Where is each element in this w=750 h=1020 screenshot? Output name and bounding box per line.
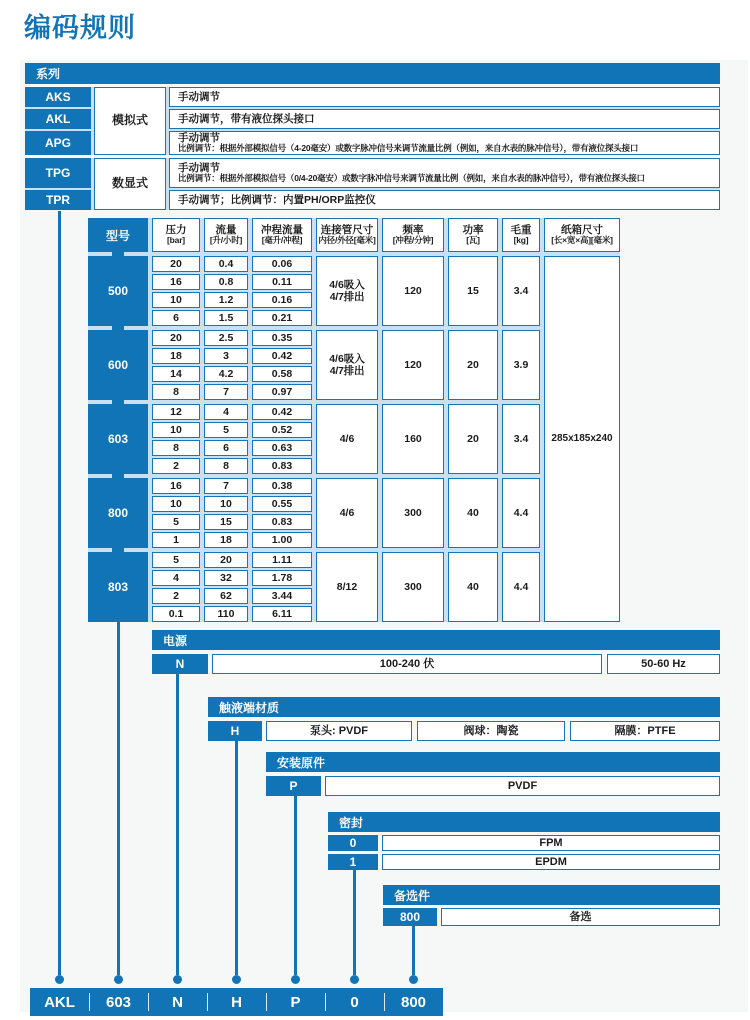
flow-cell: 7 <box>204 478 248 494</box>
stroke-cell: 0.52 <box>252 422 312 438</box>
section-value-cell: 隔膜：PTFE <box>570 721 720 741</box>
series-code-AKL: AKL <box>25 109 91 129</box>
power-cell: 40 <box>448 478 498 548</box>
power-cell: 15 <box>448 256 498 326</box>
section-bar-4: 备选件 <box>383 885 720 905</box>
stroke-cell: 0.63 <box>252 440 312 456</box>
stroke-cell: 1.11 <box>252 552 312 568</box>
flow-cell: 62 <box>204 588 248 604</box>
spec-header-pressure: 压力 [bar] <box>152 218 200 252</box>
stroke-cell: 0.38 <box>252 478 312 494</box>
section-value-cell: 阀球：陶瓷 <box>417 721 565 741</box>
flow-cell: 20 <box>204 552 248 568</box>
section-value-cell: PVDF <box>325 776 720 796</box>
pressure-cell: 10 <box>152 422 200 438</box>
connector-line-H <box>235 741 238 975</box>
series-desc-APG: 手动调节 比例调节：根据外部模拟信号（4-20毫安）或数字脉冲信号来调节流量比例（例如，来自水表的脉冲信号），带有液位探头接口 <box>169 131 720 155</box>
flow-cell: 110 <box>204 606 248 622</box>
connection-cell: 8/12 <box>316 552 378 622</box>
pressure-cell: 20 <box>152 330 200 346</box>
flow-cell: 1.5 <box>204 310 248 326</box>
series-type-cell: 数显式 <box>94 158 166 210</box>
flow-cell: 7 <box>204 384 248 400</box>
series-type-cell: 模拟式 <box>94 87 166 155</box>
pressure-cell: 1 <box>152 532 200 548</box>
frequency-cell: 300 <box>382 552 444 622</box>
model-cell-603: 603 <box>88 404 148 474</box>
pressure-cell: 16 <box>152 274 200 290</box>
connector-line-P <box>294 796 297 975</box>
connector-dot-0 <box>350 975 359 984</box>
series-code-AKS: AKS <box>25 87 91 107</box>
spec-header-carton: 纸箱尺寸 [长×宽×高][毫米] <box>544 218 620 252</box>
connector-dot-800 <box>409 975 418 984</box>
pressure-cell: 2 <box>152 458 200 474</box>
connector-dot-AKL <box>55 975 64 984</box>
stroke-cell: 1.78 <box>252 570 312 586</box>
stroke-cell: 0.55 <box>252 496 312 512</box>
stroke-cell: 6.11 <box>252 606 312 622</box>
flow-cell: 4.2 <box>204 366 248 382</box>
series-desc-TPR: 手动调节；比例调节：内置PH/ORP监控仪 <box>169 190 720 210</box>
model-cell-500: 500 <box>88 256 148 326</box>
spec-header-weight: 毛重 [kg] <box>502 218 540 252</box>
stroke-cell: 3.44 <box>252 588 312 604</box>
connector-line-0 <box>353 870 356 975</box>
pressure-cell: 5 <box>152 514 200 530</box>
pressure-cell: 8 <box>152 384 200 400</box>
stroke-cell: 0.97 <box>252 384 312 400</box>
model-cell-600: 600 <box>88 330 148 400</box>
frequency-cell: 120 <box>382 256 444 326</box>
pressure-cell: 5 <box>152 552 200 568</box>
weight-cell: 4.4 <box>502 552 540 622</box>
spec-header-flow: 流量 [升/小时] <box>204 218 248 252</box>
pressure-cell: 12 <box>152 404 200 420</box>
connector-line-800 <box>412 926 415 975</box>
stroke-cell: 0.83 <box>252 514 312 530</box>
stroke-cell: 0.21 <box>252 310 312 326</box>
series-desc-AKL: 手动调节，带有液位探头接口 <box>169 109 720 129</box>
flow-cell: 4 <box>204 404 248 420</box>
flow-cell: 1.2 <box>204 292 248 308</box>
stroke-cell: 0.58 <box>252 366 312 382</box>
section-code-安装原件-P: P <box>266 776 321 796</box>
connector-line-AKL <box>58 211 61 975</box>
spec-header-model: 型号 <box>88 218 148 252</box>
stroke-cell: 0.42 <box>252 348 312 364</box>
frequency-cell: 120 <box>382 330 444 400</box>
section-bar-1: 触液端材质 <box>208 697 720 717</box>
stroke-cell: 0.16 <box>252 292 312 308</box>
section-value-cell: EPDM <box>382 854 720 870</box>
stroke-cell: 0.83 <box>252 458 312 474</box>
pressure-cell: 0.1 <box>152 606 200 622</box>
series-desc-TPG: 手动调节 比例调节：根据外部模拟信号（0/4-20毫安）或数字脉冲信号来调节流量比例（例如，来自水表的脉冲信号），带有液位探头接口 <box>169 158 720 188</box>
flow-cell: 10 <box>204 496 248 512</box>
connector-dot-603 <box>114 975 123 984</box>
section-value-cell: 100-240 伏 <box>212 654 602 674</box>
section-value-cell: 50-60 Hz <box>607 654 720 674</box>
section-code-密封-0: 0 <box>328 835 378 851</box>
section-code-电源-N: N <box>152 654 208 674</box>
pressure-cell: 10 <box>152 496 200 512</box>
pressure-cell: 14 <box>152 366 200 382</box>
connection-cell: 4/6吸入 4/7排出 <box>316 256 378 326</box>
carton-cell: 285x185x240 <box>544 256 620 622</box>
code-segment-AKL: AKL <box>44 993 75 1011</box>
spec-header-stroke: 冲程流量 [毫升/冲程] <box>252 218 312 252</box>
power-cell: 20 <box>448 330 498 400</box>
pressure-cell: 16 <box>152 478 200 494</box>
weight-cell: 3.4 <box>502 404 540 474</box>
series-code-TPG: TPG <box>25 158 91 188</box>
frequency-cell: 160 <box>382 404 444 474</box>
pressure-cell: 20 <box>152 256 200 272</box>
spec-header-connection: 连接管尺寸 内径/外径[毫米] <box>316 218 378 252</box>
flow-cell: 8 <box>204 458 248 474</box>
code-segment-H: H <box>207 988 266 1016</box>
section-bar-2: 安装原件 <box>266 752 720 772</box>
model-cell-800: 800 <box>88 478 148 548</box>
flow-cell: 18 <box>204 532 248 548</box>
connector-line-603 <box>117 622 120 975</box>
flow-cell: 0.8 <box>204 274 248 290</box>
section-value-cell: 备选 <box>441 908 720 926</box>
section-bar-3: 密封 <box>328 812 720 832</box>
series-header-bar: 系列 <box>25 63 720 84</box>
flow-cell: 6 <box>204 440 248 456</box>
frequency-cell: 300 <box>382 478 444 548</box>
series-code-TPR: TPR <box>25 190 91 210</box>
code-segment-0: 0 <box>325 988 384 1016</box>
section-bar-0: 电源 <box>152 630 720 650</box>
pressure-cell: 6 <box>152 310 200 326</box>
section-value-cell: 泵头: PVDF <box>266 721 412 741</box>
weight-cell: 4.4 <box>502 478 540 548</box>
series-code-APG: APG <box>25 131 91 155</box>
code-segment-P: P <box>266 988 325 1016</box>
code-segment-800: 800 <box>384 988 443 1016</box>
connector-dot-N <box>173 975 182 984</box>
pressure-cell: 4 <box>152 570 200 586</box>
connection-cell: 4/6吸入 4/7排出 <box>316 330 378 400</box>
code-segment-N: N <box>148 988 207 1016</box>
pressure-cell: 2 <box>152 588 200 604</box>
code-segment-603: 603 <box>89 988 148 1016</box>
section-code-备选件-800: 800 <box>383 908 437 926</box>
stroke-cell: 0.11 <box>252 274 312 290</box>
connector-dot-P <box>291 975 300 984</box>
power-cell: 20 <box>448 404 498 474</box>
section-code-密封-1: 1 <box>328 854 378 870</box>
flow-cell: 3 <box>204 348 248 364</box>
flow-cell: 5 <box>204 422 248 438</box>
pressure-cell: 18 <box>152 348 200 364</box>
series-desc-AKS: 手动调节 <box>169 87 720 107</box>
connector-line-N <box>176 674 179 975</box>
model-cell-803: 803 <box>88 552 148 622</box>
final-code-bar <box>30 988 443 1016</box>
power-cell: 40 <box>448 552 498 622</box>
pressure-cell: 8 <box>152 440 200 456</box>
flow-cell: 0.4 <box>204 256 248 272</box>
flow-cell: 2.5 <box>204 330 248 346</box>
stroke-cell: 0.35 <box>252 330 312 346</box>
weight-cell: 3.9 <box>502 330 540 400</box>
section-value-cell: FPM <box>382 835 720 851</box>
connection-cell: 4/6 <box>316 478 378 548</box>
stroke-cell: 0.42 <box>252 404 312 420</box>
spec-header-power: 功率 [瓦] <box>448 218 498 252</box>
weight-cell: 3.4 <box>502 256 540 326</box>
spec-header-frequency: 频率 [冲程/分钟] <box>382 218 444 252</box>
flow-cell: 32 <box>204 570 248 586</box>
pressure-cell: 10 <box>152 292 200 308</box>
section-code-触液端材质-H: H <box>208 721 262 741</box>
connection-cell: 4/6 <box>316 404 378 474</box>
page-title: 编码规则 <box>24 13 136 43</box>
flow-cell: 15 <box>204 514 248 530</box>
stroke-cell: 0.06 <box>252 256 312 272</box>
stroke-cell: 1.00 <box>252 532 312 548</box>
connector-dot-H <box>232 975 241 984</box>
